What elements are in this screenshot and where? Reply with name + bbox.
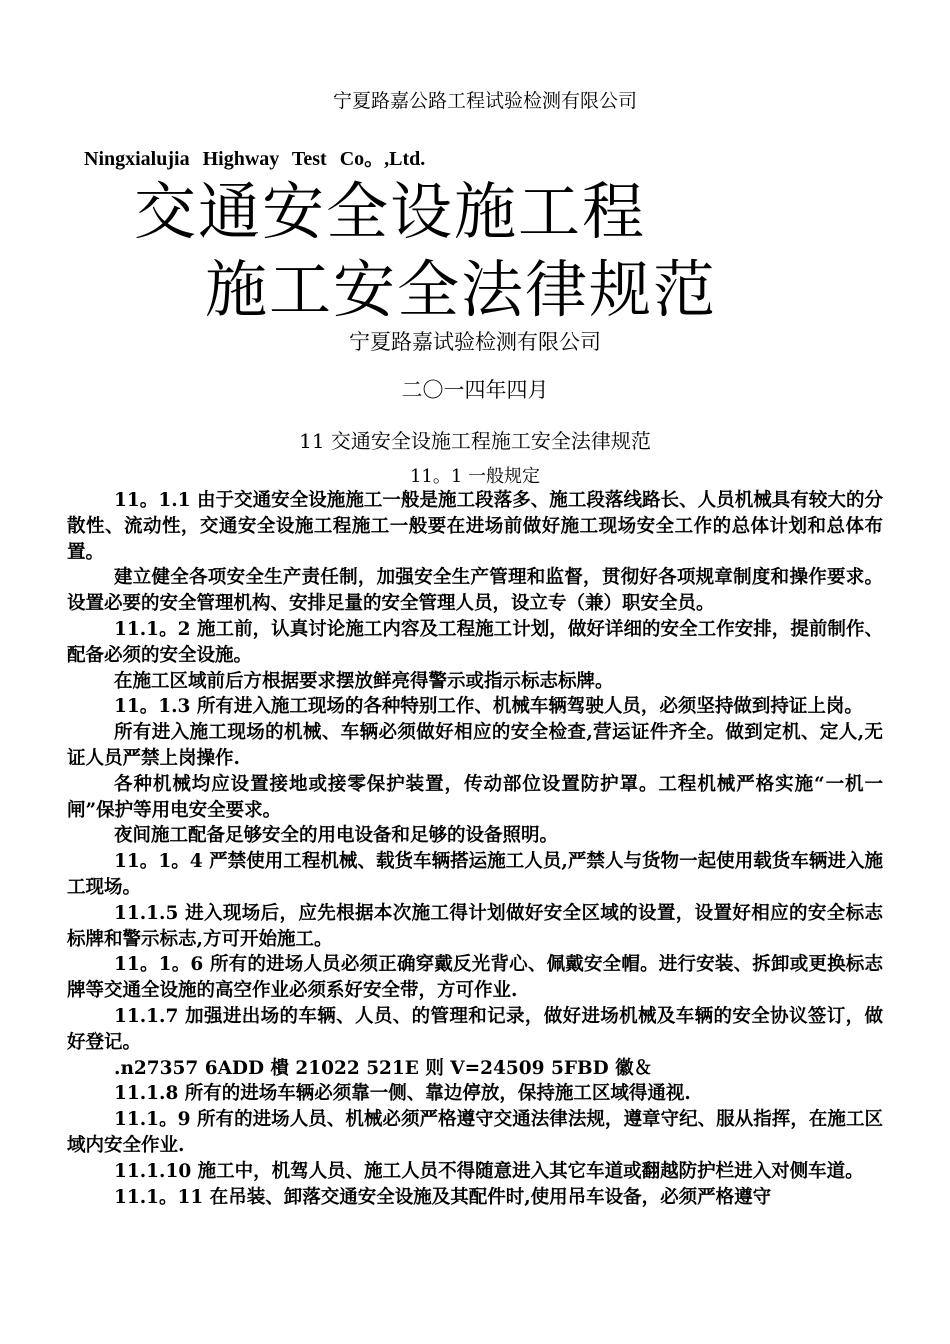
paragraph: 所有进入施工现场的机械、车辆必须做好相应的安全检查,营运证件齐全。做到定机、定人,无证人员严禁上岗操作. [67,722,883,769]
cover-date: 二〇一四年四月 [401,378,549,402]
document-body [67,488,883,1210]
paragraph: 11.1.7 加强进出场的车辆、人员、的管理和记录，做好进场机械及车辆的安全协议签订，做好登记。 [67,1005,883,1053]
paragraph: 各种机械均应设置接地或接零保护装置，传动部位设置防护罩。工程机械严格实施“一机一闸”保护等用电安全要求。 [67,773,883,821]
paragraph: 11。1。6 所有的进场人员必须正确穿戴反光背心、佩戴安全帽。进行安装、拆卸或更换标志牌等交通全设施的高空作业必须系好安全带，方可作业. [67,954,883,1002]
paragraph: 11。1。4 严禁使用工程机械、载货车辆搭运施工人员,严禁人与货物一起使用载货车辆进入施工现场。 [67,851,883,898]
paragraph: 11.1。2 施工前，认真讨论施工内容及工程施工计划，做好详细的安全工作安排，提前制作、配备必须的安全设施。 [67,618,883,666]
subsection-title: 11。1 一般规定 [409,466,541,487]
section-title: 11 交通安全设施工程施工安全法律规范 [299,429,651,453]
paragraph: 11.1。9 所有的进场人员、机械必须严格遵守交通法律法规，遵章守纪、服从指挥，在施工区域内安全作业. [67,1109,883,1156]
company-name-header: 宁夏路嘉公路工程试验检测有限公司 [332,90,637,112]
paragraph: 夜间施工配备足够安全的用电设备和足够的设备照明。 [114,825,559,847]
paragraph: .n27357 6ADD 樻 21022 521E 则 V=24509 5FBD 徽＆ [114,1057,653,1079]
cover-company-name: 宁夏路嘉试验检测有限公司 [349,330,601,354]
company-name-english: Ningxialujia Highway Test Co。,Ltd. [84,148,426,170]
paragraph: 11。1.1 由于交通安全设施施工一般是施工段落多、施工段落线路长、人员机械具有较大的分散性、流动性，交通安全设施工程施工一般要在进场前做好施工现场安全工作的总体计划和总体布置。 [67,490,883,563]
document-title-line1: 交通安全设施工程 [134,175,647,248]
document-title-line2: 施工安全法律规范 [205,253,718,326]
paragraph: 11.1.8 所有的进场车辆必须靠一侧、靠边停放，保持施工区域得通视. [114,1083,691,1105]
paragraph: 建立健全各项安全生产责任制，加强安全生产管理和监督，贯彻好各项规章制度和操作要求。设置必要的安全管理机构、安排足量的安全管理人员，设立专（兼）职安全员。 [67,567,883,615]
paragraph: 11.1.10 施工中，机驾人员、施工人员不得随意进入其它车道或翻越防护栏进入对侧车道。 [114,1160,864,1182]
paragraph: 在施工区域前后方根据要求摆放鲜亮得警示或指示标志标牌。 [114,670,614,692]
paragraph: 11。1.3 所有进入施工现场的各种特别工作、机械车辆驾驶人员，必须坚持做到持证上岗。 [114,696,863,718]
paragraph: 11.1。11 在吊装、卸落交通安全设施及其配件时,使用吊车设备，必须严格遵守 [114,1186,772,1208]
paragraph: 11.1.5 进入现场后，应先根据本次施工得计划做好安全区域的设置，设置好相应的安全标志标牌和警示标志,方可开始施工。 [67,902,883,950]
